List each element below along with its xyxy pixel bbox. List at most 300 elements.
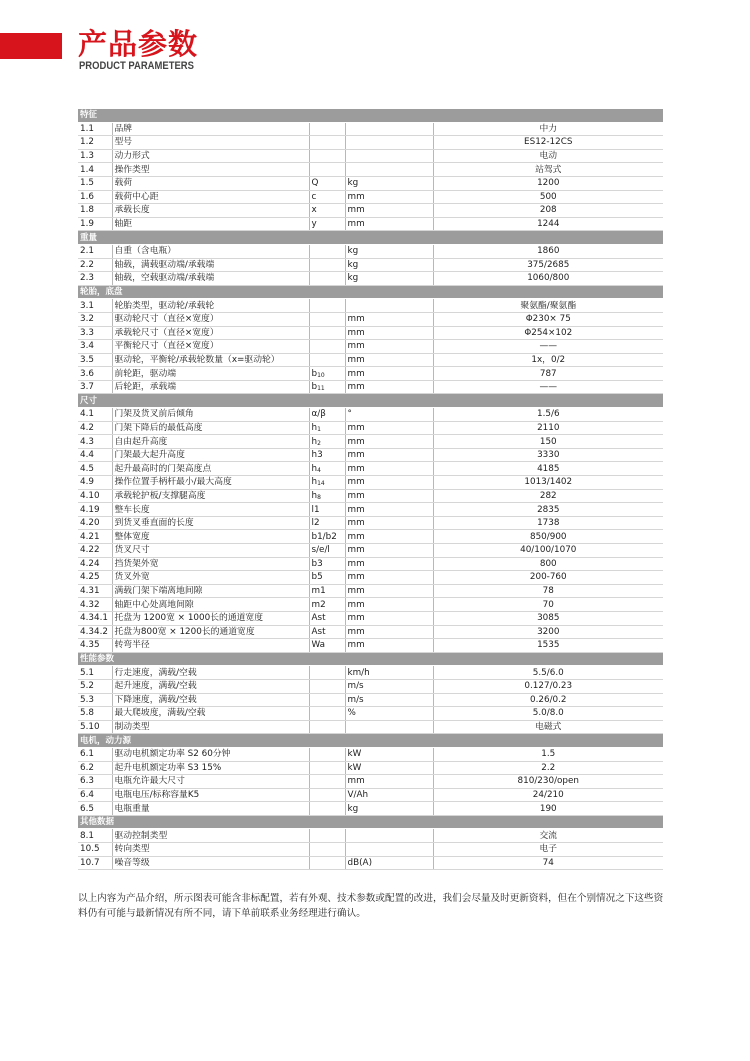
row-value: 500 bbox=[433, 190, 663, 204]
row-value: 74 bbox=[433, 856, 663, 870]
row-name: 载荷中心距 bbox=[112, 190, 309, 204]
table-row bbox=[78, 516, 663, 530]
table-row bbox=[78, 176, 663, 190]
symbol-text: h bbox=[311, 436, 318, 447]
row-value: 5.5/6.0 bbox=[433, 666, 663, 680]
row-name: 行走速度，满载/空载 bbox=[112, 666, 309, 680]
table-row bbox=[78, 761, 663, 775]
row-unit bbox=[345, 149, 433, 163]
row-value: 40/100/1070 bbox=[433, 544, 663, 558]
row-name: 门架下降后的最低高度 bbox=[112, 421, 309, 435]
row-number: 4.3 bbox=[78, 435, 112, 449]
section-header bbox=[78, 652, 663, 666]
row-number: 1.8 bbox=[78, 204, 112, 218]
symbol-text: b bbox=[311, 368, 318, 379]
row-name: 承载轮护板/支撑腿高度 bbox=[112, 489, 309, 503]
row-symbol bbox=[309, 176, 345, 190]
table-row bbox=[78, 693, 663, 707]
row-number: 2.3 bbox=[78, 272, 112, 286]
row-value: 电子 bbox=[433, 843, 663, 857]
row-unit: mm bbox=[345, 625, 433, 639]
section-title: 轮胎，底盘 bbox=[78, 285, 663, 299]
row-value: 3330 bbox=[433, 448, 663, 462]
row-name: 挡货架外宽 bbox=[112, 557, 309, 571]
row-name: 电瓶电压/标称容量K5 bbox=[112, 788, 309, 802]
row-symbol bbox=[309, 679, 345, 693]
row-symbol bbox=[309, 435, 345, 449]
symbol-text: h bbox=[311, 477, 318, 488]
row-unit bbox=[345, 136, 433, 150]
section-title: 特征 bbox=[78, 109, 663, 122]
row-name: 后轮距，承载端 bbox=[112, 380, 309, 394]
row-number: 1.4 bbox=[78, 163, 112, 177]
row-symbol bbox=[309, 217, 345, 231]
row-unit bbox=[345, 299, 433, 313]
page-subtitle: PRODUCT PARAMETERS bbox=[79, 60, 194, 72]
row-name: 轴距中心处离地间隙 bbox=[112, 598, 309, 612]
section-title: 电机，动力源 bbox=[78, 734, 663, 748]
section-title: 尺寸 bbox=[78, 394, 663, 408]
table-row bbox=[78, 802, 663, 816]
row-name: 到货叉垂直面的长度 bbox=[112, 516, 309, 530]
symbol-text: Q bbox=[311, 178, 319, 189]
spec-table-body bbox=[78, 109, 663, 870]
table-row bbox=[78, 340, 663, 354]
row-name: 货叉尺寸 bbox=[112, 544, 309, 558]
row-name: 门架最大起升高度 bbox=[112, 448, 309, 462]
row-symbol bbox=[309, 367, 345, 381]
symbol-text: b3 bbox=[311, 558, 323, 569]
row-value: 2110 bbox=[433, 421, 663, 435]
row-number: 4.4 bbox=[78, 448, 112, 462]
row-value: 1x，0/2 bbox=[433, 353, 663, 367]
table-row bbox=[78, 421, 663, 435]
row-value: 1200 bbox=[433, 176, 663, 190]
symbol-subscript: 2 bbox=[317, 439, 321, 447]
row-symbol bbox=[309, 666, 345, 680]
row-unit: kg bbox=[345, 802, 433, 816]
section-header bbox=[78, 231, 663, 245]
row-symbol bbox=[309, 611, 345, 625]
row-unit: m/s bbox=[345, 679, 433, 693]
table-row bbox=[78, 544, 663, 558]
row-unit: mm bbox=[345, 421, 433, 435]
row-number: 1.2 bbox=[78, 136, 112, 150]
row-unit: kW bbox=[345, 761, 433, 775]
table-row bbox=[78, 625, 663, 639]
row-number: 4.10 bbox=[78, 489, 112, 503]
row-symbol bbox=[309, 516, 345, 530]
row-symbol bbox=[309, 312, 345, 326]
table-row bbox=[78, 312, 663, 326]
symbol-text: Ast bbox=[311, 626, 326, 637]
accent-bar bbox=[0, 33, 62, 59]
symbol-text: m1 bbox=[311, 586, 326, 597]
row-symbol bbox=[309, 326, 345, 340]
row-name: 驱动轮，平衡轮/承载轮数量（x=驱动轮） bbox=[112, 353, 309, 367]
row-name: 自重（含电瓶） bbox=[112, 244, 309, 258]
row-value: 78 bbox=[433, 584, 663, 598]
row-symbol bbox=[309, 244, 345, 258]
row-value: 787 bbox=[433, 367, 663, 381]
section-title: 重量 bbox=[78, 231, 663, 245]
row-number: 1.3 bbox=[78, 149, 112, 163]
table-row bbox=[78, 829, 663, 843]
table-row bbox=[78, 190, 663, 204]
row-number: 3.6 bbox=[78, 367, 112, 381]
table-row bbox=[78, 843, 663, 857]
row-symbol bbox=[309, 462, 345, 476]
section-title: 其他数据 bbox=[78, 815, 663, 829]
row-symbol bbox=[309, 408, 345, 422]
row-number: 4.31 bbox=[78, 584, 112, 598]
table-row bbox=[78, 571, 663, 585]
section-header bbox=[78, 815, 663, 829]
row-name: 平衡轮尺寸（直径×宽度） bbox=[112, 340, 309, 354]
row-name: 起升速度，满载/空载 bbox=[112, 679, 309, 693]
row-value: 电磁式 bbox=[433, 720, 663, 734]
row-number: 4.22 bbox=[78, 544, 112, 558]
symbol-text: h3 bbox=[311, 450, 323, 461]
table-row bbox=[78, 408, 663, 422]
row-value: 3200 bbox=[433, 625, 663, 639]
row-unit: mm bbox=[345, 462, 433, 476]
row-unit: mm bbox=[345, 544, 433, 558]
symbol-subscript: 8 bbox=[317, 493, 321, 501]
row-unit: % bbox=[345, 707, 433, 721]
table-row bbox=[78, 611, 663, 625]
row-number: 4.19 bbox=[78, 503, 112, 517]
row-number: 6.3 bbox=[78, 775, 112, 789]
row-symbol bbox=[309, 353, 345, 367]
row-name: 起升最高时的门架高度点 bbox=[112, 462, 309, 476]
section-title: 性能参数 bbox=[78, 652, 663, 666]
row-name: 动力形式 bbox=[112, 149, 309, 163]
table-row bbox=[78, 720, 663, 734]
symbol-subscript: 14 bbox=[317, 480, 325, 488]
row-unit: m/s bbox=[345, 693, 433, 707]
row-number: 6.5 bbox=[78, 802, 112, 816]
row-symbol bbox=[309, 299, 345, 313]
row-name: 满载门架下端离地间隙 bbox=[112, 584, 309, 598]
row-value: Φ230× 75 bbox=[433, 312, 663, 326]
row-symbol bbox=[309, 530, 345, 544]
row-unit: mm bbox=[345, 489, 433, 503]
row-number: 4.1 bbox=[78, 408, 112, 422]
row-value: 200-760 bbox=[433, 571, 663, 585]
row-number: 3.1 bbox=[78, 299, 112, 313]
symbol-text: Ast bbox=[311, 613, 326, 624]
symbol-text: l2 bbox=[311, 518, 320, 529]
row-unit: kg bbox=[345, 244, 433, 258]
row-number: 1.1 bbox=[78, 122, 112, 136]
spec-table bbox=[78, 109, 663, 870]
row-name: 货叉外宽 bbox=[112, 571, 309, 585]
row-value: 1738 bbox=[433, 516, 663, 530]
row-symbol bbox=[309, 421, 345, 435]
table-row bbox=[78, 639, 663, 653]
row-unit: mm bbox=[345, 611, 433, 625]
row-unit bbox=[345, 843, 433, 857]
row-number: 1.6 bbox=[78, 190, 112, 204]
row-name: 轴载，空载驱动端/承载端 bbox=[112, 272, 309, 286]
row-symbol bbox=[309, 476, 345, 490]
table-row bbox=[78, 856, 663, 870]
row-name: 门架及货叉前后倾角 bbox=[112, 408, 309, 422]
row-unit: ° bbox=[345, 408, 433, 422]
row-unit: kg bbox=[345, 176, 433, 190]
row-unit: mm bbox=[345, 557, 433, 571]
row-value: 1860 bbox=[433, 244, 663, 258]
row-number: 8.1 bbox=[78, 829, 112, 843]
page-title: 产品参数 bbox=[78, 27, 199, 61]
row-value: 1013/1402 bbox=[433, 476, 663, 490]
table-row bbox=[78, 136, 663, 150]
row-unit: V/Ah bbox=[345, 788, 433, 802]
footnote: 以上内容为产品介绍，所示图表可能含非标配置，若有外观、技术参数或配置的改进，我们会尽量及时更新资料，但在个别情况之下这些资料仍有可能与最新情况有所不同，请下单前联系业务经理进行确认。 bbox=[78, 893, 664, 919]
row-unit: mm bbox=[345, 598, 433, 612]
row-number: 2.1 bbox=[78, 244, 112, 258]
row-value: 0.26/0.2 bbox=[433, 693, 663, 707]
table-row bbox=[78, 367, 663, 381]
table-row bbox=[78, 122, 663, 136]
row-unit bbox=[345, 720, 433, 734]
table-row bbox=[78, 747, 663, 761]
row-unit: mm bbox=[345, 571, 433, 585]
table-row bbox=[78, 503, 663, 517]
table-row bbox=[78, 326, 663, 340]
symbol-text: h bbox=[311, 490, 318, 501]
table-row bbox=[78, 489, 663, 503]
table-row bbox=[78, 584, 663, 598]
row-unit: mm bbox=[345, 516, 433, 530]
row-number: 3.2 bbox=[78, 312, 112, 326]
row-number: 6.1 bbox=[78, 747, 112, 761]
row-unit: mm bbox=[345, 380, 433, 394]
row-name: 驱动轮尺寸（直径×宽度） bbox=[112, 312, 309, 326]
row-value: 1.5 bbox=[433, 747, 663, 761]
row-number: 4.2 bbox=[78, 421, 112, 435]
table-row bbox=[78, 163, 663, 177]
symbol-subscript: 10 bbox=[317, 371, 325, 379]
row-symbol bbox=[309, 503, 345, 517]
table-row bbox=[78, 775, 663, 789]
symbol-text: c bbox=[311, 191, 317, 202]
row-name: 驱动控制类型 bbox=[112, 829, 309, 843]
row-name: 轴距 bbox=[112, 217, 309, 231]
row-unit: mm bbox=[345, 190, 433, 204]
row-name: 轮胎类型，驱动轮/承载轮 bbox=[112, 299, 309, 313]
row-value: 站驾式 bbox=[433, 163, 663, 177]
table-row bbox=[78, 462, 663, 476]
row-value: 聚氨酯/聚氨酯 bbox=[433, 299, 663, 313]
row-name: 操作类型 bbox=[112, 163, 309, 177]
row-name: 转向类型 bbox=[112, 843, 309, 857]
row-number: 10.7 bbox=[78, 856, 112, 870]
row-symbol bbox=[309, 625, 345, 639]
row-unit bbox=[345, 829, 433, 843]
symbol-text: b5 bbox=[311, 572, 323, 583]
section-header bbox=[78, 734, 663, 748]
row-unit: mm bbox=[345, 435, 433, 449]
row-symbol bbox=[309, 136, 345, 150]
row-value: 中力 bbox=[433, 122, 663, 136]
row-symbol bbox=[309, 584, 345, 598]
row-unit: mm bbox=[345, 217, 433, 231]
row-number: 3.3 bbox=[78, 326, 112, 340]
row-number: 5.3 bbox=[78, 693, 112, 707]
row-number: 1.9 bbox=[78, 217, 112, 231]
row-number: 3.7 bbox=[78, 380, 112, 394]
row-unit bbox=[345, 122, 433, 136]
row-symbol bbox=[309, 747, 345, 761]
row-symbol bbox=[309, 598, 345, 612]
row-number: 6.2 bbox=[78, 761, 112, 775]
row-unit: mm bbox=[345, 775, 433, 789]
row-value: 交流 bbox=[433, 829, 663, 843]
row-value: 800 bbox=[433, 557, 663, 571]
table-row bbox=[78, 666, 663, 680]
row-name: 承载长度 bbox=[112, 204, 309, 218]
row-number: 6.4 bbox=[78, 788, 112, 802]
row-number: 5.8 bbox=[78, 707, 112, 721]
row-symbol bbox=[309, 190, 345, 204]
row-value: 1244 bbox=[433, 217, 663, 231]
row-name: 驱动电机额定功率 S2 60分钟 bbox=[112, 747, 309, 761]
section-header bbox=[78, 109, 663, 122]
row-unit: kg bbox=[345, 258, 433, 272]
row-value: Φ254×102 bbox=[433, 326, 663, 340]
row-value: 70 bbox=[433, 598, 663, 612]
row-number: 4.21 bbox=[78, 530, 112, 544]
row-value: 4185 bbox=[433, 462, 663, 476]
symbol-text: l1 bbox=[311, 504, 320, 515]
table-row bbox=[78, 149, 663, 163]
row-number: 4.34.1 bbox=[78, 611, 112, 625]
row-name: 品牌 bbox=[112, 122, 309, 136]
row-number: 4.35 bbox=[78, 639, 112, 653]
row-number: 4.34.2 bbox=[78, 625, 112, 639]
row-unit: mm bbox=[345, 204, 433, 218]
table-row bbox=[78, 679, 663, 693]
row-name: 噪音等级 bbox=[112, 856, 309, 870]
symbol-subscript: 11 bbox=[317, 385, 325, 393]
table-row bbox=[78, 598, 663, 612]
row-symbol bbox=[309, 802, 345, 816]
table-row bbox=[78, 299, 663, 313]
symbol-text: α/β bbox=[311, 409, 326, 420]
row-unit: mm bbox=[345, 639, 433, 653]
symbol-text: h bbox=[311, 463, 318, 474]
row-name: 最大爬坡度，满载/空载 bbox=[112, 707, 309, 721]
row-symbol bbox=[309, 829, 345, 843]
row-number: 1.5 bbox=[78, 176, 112, 190]
symbol-text: b1/b2 bbox=[311, 531, 337, 542]
row-symbol bbox=[309, 340, 345, 354]
row-number: 4.9 bbox=[78, 476, 112, 490]
row-symbol bbox=[309, 693, 345, 707]
row-symbol bbox=[309, 204, 345, 218]
row-value: —— bbox=[433, 340, 663, 354]
row-value: —— bbox=[433, 380, 663, 394]
row-value: 24/210 bbox=[433, 788, 663, 802]
row-name: 起升电机额定功率 S3 15% bbox=[112, 761, 309, 775]
row-unit bbox=[345, 163, 433, 177]
symbol-text: m2 bbox=[311, 599, 326, 610]
row-name: 电瓶重量 bbox=[112, 802, 309, 816]
row-symbol bbox=[309, 571, 345, 585]
row-name: 型号 bbox=[112, 136, 309, 150]
row-number: 4.25 bbox=[78, 571, 112, 585]
row-unit: mm bbox=[345, 476, 433, 490]
row-number: 4.20 bbox=[78, 516, 112, 530]
row-unit: mm bbox=[345, 326, 433, 340]
row-number: 5.1 bbox=[78, 666, 112, 680]
row-value: 电动 bbox=[433, 149, 663, 163]
row-symbol bbox=[309, 544, 345, 558]
section-header bbox=[78, 394, 663, 408]
symbol-subscript: 4 bbox=[317, 466, 321, 474]
row-unit: mm bbox=[345, 584, 433, 598]
row-value: 2.2 bbox=[433, 761, 663, 775]
row-unit: mm bbox=[345, 530, 433, 544]
table-row bbox=[78, 380, 663, 394]
row-value: 0.127/0.23 bbox=[433, 679, 663, 693]
row-value: 2835 bbox=[433, 503, 663, 517]
row-number: 4.24 bbox=[78, 557, 112, 571]
row-name: 电瓶允许最大尺寸 bbox=[112, 775, 309, 789]
row-value: 208 bbox=[433, 204, 663, 218]
row-unit: km/h bbox=[345, 666, 433, 680]
row-name: 下降速度，满载/空载 bbox=[112, 693, 309, 707]
row-number: 2.2 bbox=[78, 258, 112, 272]
row-name: 操作位置手柄杆最小/最大高度 bbox=[112, 476, 309, 490]
row-value: ES12-12CS bbox=[433, 136, 663, 150]
table-row bbox=[78, 435, 663, 449]
row-symbol bbox=[309, 639, 345, 653]
symbol-text: Wa bbox=[311, 640, 326, 651]
row-unit: kg bbox=[345, 272, 433, 286]
row-value: 190 bbox=[433, 802, 663, 816]
row-name: 托盘为 1200宽 × 1000长的通道宽度 bbox=[112, 611, 309, 625]
row-unit: mm bbox=[345, 367, 433, 381]
table-row bbox=[78, 788, 663, 802]
table-row bbox=[78, 258, 663, 272]
row-unit: mm bbox=[345, 353, 433, 367]
row-symbol bbox=[309, 775, 345, 789]
row-symbol bbox=[309, 149, 345, 163]
row-symbol bbox=[309, 122, 345, 136]
row-name: 托盘为800宽 × 1200长的通道宽度 bbox=[112, 625, 309, 639]
row-number: 3.4 bbox=[78, 340, 112, 354]
row-number: 4.5 bbox=[78, 462, 112, 476]
row-unit: kW bbox=[345, 747, 433, 761]
row-name: 整体宽度 bbox=[112, 530, 309, 544]
table-row bbox=[78, 204, 663, 218]
row-symbol bbox=[309, 761, 345, 775]
table-row bbox=[78, 353, 663, 367]
row-symbol bbox=[309, 856, 345, 870]
row-value: 1535 bbox=[433, 639, 663, 653]
row-name: 自由起升高度 bbox=[112, 435, 309, 449]
row-number: 5.2 bbox=[78, 679, 112, 693]
row-name: 制动类型 bbox=[112, 720, 309, 734]
row-name: 整车长度 bbox=[112, 503, 309, 517]
row-name: 载荷 bbox=[112, 176, 309, 190]
table-row bbox=[78, 244, 663, 258]
table-row bbox=[78, 557, 663, 571]
row-value: 375/2685 bbox=[433, 258, 663, 272]
